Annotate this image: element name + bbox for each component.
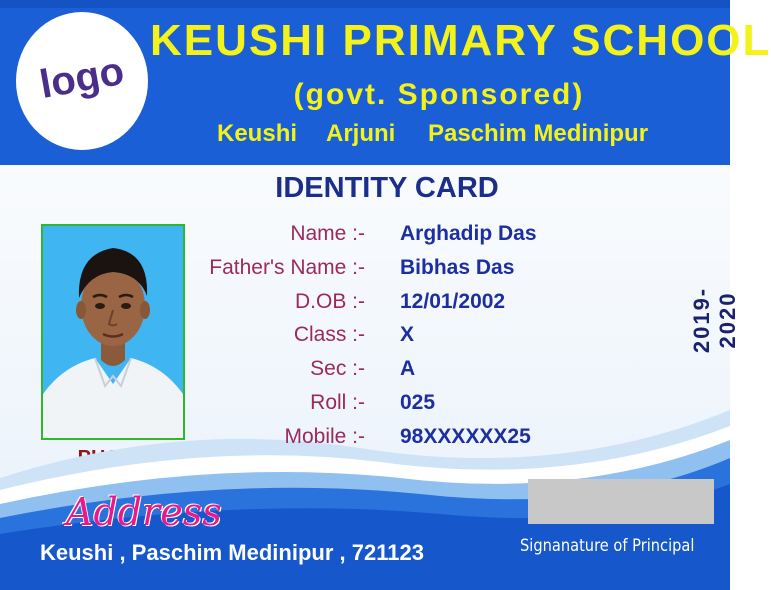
place-paschim-medinipur: Paschim Medinipur	[428, 120, 649, 147]
field-value: 98XXXXXX25	[400, 425, 531, 448]
card-title: IDENTITY CARD	[275, 172, 499, 204]
field-value: 12/01/2002	[400, 290, 506, 313]
field-value: 025	[400, 391, 436, 414]
field-row-dob	[180, 290, 580, 322]
field-row-fathers-name	[180, 256, 580, 288]
field-row-name	[180, 222, 580, 254]
field-label: Father's Name :-	[209, 256, 365, 279]
field-label: Class :-	[293, 323, 365, 346]
field-label: Name :-	[290, 222, 365, 245]
field-label: D.OB :-	[294, 290, 365, 313]
address-heading: Address	[66, 490, 222, 534]
field-value: A	[400, 357, 416, 380]
signature-label: Signanature of Principal	[520, 536, 695, 556]
field-value: Arghadip Das	[400, 222, 537, 245]
field-value: Bibhas Das	[400, 256, 515, 279]
address-text: Keushi , Paschim Medinipur , 721123	[40, 540, 424, 565]
logo-placeholder-text: logo	[36, 49, 128, 108]
field-label: Roll :-	[310, 391, 365, 414]
place-arjuni: Arjuni	[326, 120, 396, 147]
field-value: X	[400, 323, 415, 346]
field-label: Mobile :-	[284, 425, 365, 448]
field-label: Sec :-	[310, 357, 365, 380]
field-row-mobile	[180, 425, 580, 457]
school-subtitle: (govt. Sponsored)	[293, 78, 585, 111]
field-row-class	[180, 323, 580, 355]
field-row-roll	[180, 391, 580, 423]
field-row-sec	[180, 357, 580, 389]
signature-box	[528, 479, 714, 524]
place-keushi: Keushi	[217, 120, 298, 147]
session-year: 2019-2020	[689, 286, 740, 354]
school-name: KEUSHI PRIMARY SCHOOL	[150, 16, 771, 65]
